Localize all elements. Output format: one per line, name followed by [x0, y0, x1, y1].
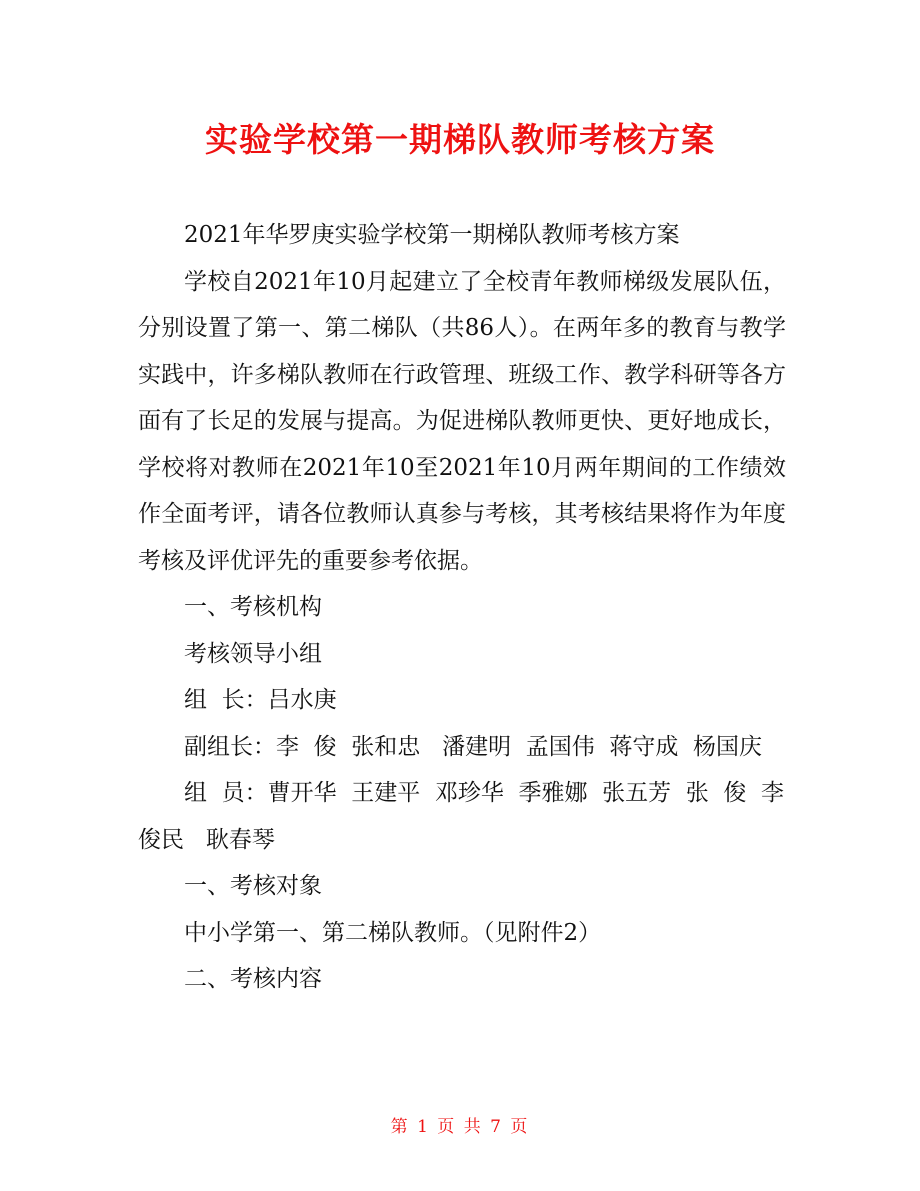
page-number-footer: 第 1 页 共 7 页 [390, 1117, 530, 1137]
vice-leaders-line: 副组长：李 俊 张和忠 潘建明 孟国伟 蒋守成 杨国庆 [184, 733, 763, 760]
targets-paragraph: 中小学第一、第二梯队教师。（见附件2） [184, 919, 602, 946]
intro-paragraph: 学校自2021年10月起建立了全校青年教师梯级发展队伍，分别设置了第一、第二梯队（共86人）。在两年多的教育与教学实践中，许多梯队教师在行政管理、班级工作、教学科研等各方面有了长足的发展与提高。为促进梯队教师更快、更好地成长，学校将对教师在2021年10至2021年10月两年期间的工作绩效作全面考评，请各位教师认真参与考核，其考核结果将作为年度考核及评优评先的重要参考依据。 [138, 268, 786, 574]
document-title: 实验学校第一期梯队教师考核方案 [205, 120, 715, 159]
section-heading-content: 二、考核内容 [184, 966, 322, 992]
members-line: 组 员：曹开华 王建平 邓珍华 季雅娜 张五芳 张 俊 李俊民 耿春琴 [138, 780, 784, 853]
leading-group-label: 考核领导小组 [184, 640, 322, 667]
document-body [138, 212, 786, 1003]
section-heading-organization: 一、考核机构 [184, 594, 322, 620]
subtitle-paragraph: 2021年华罗庚实验学校第一期梯队教师考核方案 [184, 222, 680, 248]
section-heading-targets: 一、考核对象 [184, 873, 322, 899]
group-leader-line: 组 长：吕水庚 [184, 687, 337, 713]
